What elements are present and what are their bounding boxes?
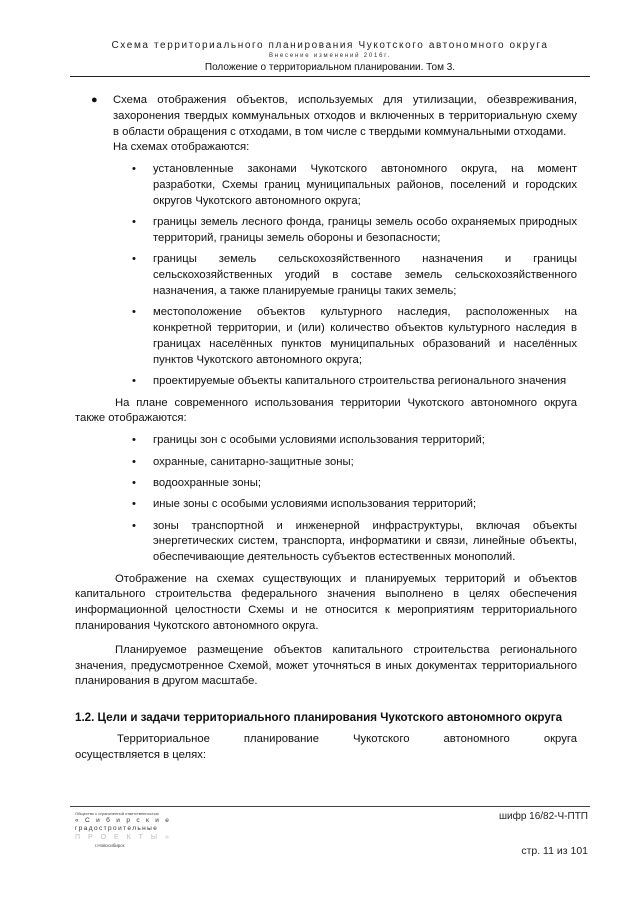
logo-caption: Общество с ограниченной ответственностью <box>75 811 159 816</box>
list-item-text: границы земель сельскохозяйственного назначения и границы сельскохозяйственных угодий в составе земель сельскохозяйственного назначения, а также планируемые границы таких земель; <box>153 253 577 297</box>
bullet-icon: • <box>132 498 136 511</box>
paragraph-regional-objects: Планируемое размещение объектов капитального строительства регионального значения, предусмотренное Схемой, может уточняться в иных документах территориального планирования в другом масштабе. <box>75 643 577 688</box>
document-cipher: шифр 16/82-Ч-ПТП <box>498 811 588 822</box>
bullet-icon: • <box>132 253 136 266</box>
page-header <box>70 40 590 74</box>
list-item-text: границы зон с особыми условиями использования территорий; <box>153 434 485 447</box>
paragraph-federal-objects: Отображение на схемах существующих и планируемых территорий и объектов капитального строительства федерального значения выполнено в целях обеспечения информационной целостности Схемы и не относится к мероприятиям территориального планирования Чукотского автономного округа. <box>75 572 577 633</box>
list-item <box>75 497 577 513</box>
header-title: Схема территориального планирования Чукотского автономного округа <box>111 40 549 51</box>
list-item <box>75 305 577 368</box>
bullet-main-text: Схема отображения объектов, используемых для утилизации, обезвреживания, захоронения твердых коммунальных отходов и включенных в территориальную схему в области обращения с отходами, в том числе с твердыми коммунальными отходами. <box>113 94 577 138</box>
plan-list <box>75 433 577 566</box>
list-item-text: зоны транспортной и инженерной инфраструктуры, включая объекты энергетических систем, транспорта, информатики и связи, линейные объекты, обеспечивающие деятельность субъектов естественных монополий. <box>153 519 577 564</box>
goals-line-continued: осуществляется в целях: <box>75 748 207 761</box>
section-heading: 1.2. Цели и задачи территориального планирования Чукотского автономного округа <box>75 711 563 725</box>
bullet-icon: • <box>132 434 136 447</box>
document-body <box>75 93 577 764</box>
company-logo <box>75 811 195 853</box>
header-volume: Положение о территориальном планировании. Том 3. <box>204 62 456 73</box>
list-item <box>75 215 577 247</box>
bullet-icon: • <box>132 163 136 176</box>
list-item <box>75 455 577 471</box>
bullet-icon: • <box>132 519 136 532</box>
list-item <box>75 374 577 390</box>
list-item <box>75 476 577 492</box>
bullet-icon: • <box>132 306 136 319</box>
schemes-list <box>75 162 577 390</box>
header-subtitle: Внесение изменений 2016г. <box>268 53 392 59</box>
list-item <box>75 433 577 449</box>
list-item <box>75 162 577 209</box>
logo-city: г.Новосибирск <box>95 843 125 848</box>
list-item-text: водоохранные зоны; <box>153 476 262 489</box>
bullet-icon: • <box>132 476 136 489</box>
bullet-icon: • <box>132 216 136 229</box>
list-item-text: установленные законами Чукотского автономного округа, на момент разработки, Схемы границ муниципальных районов, поселений и городских округов Чукотского автономного округа; <box>153 163 577 207</box>
plan-intro: На плане современного использования территории Чукотского автономного округа также отображаются: <box>75 396 577 425</box>
list-item-text: местоположение объектов культурного наследия, расположенных на конкретной территории, и (или) количество объектов культурного наследия в границах населённых пунктов муниципальных образований и населённых пунктов Чукотского автономного округа; <box>153 306 577 366</box>
list-item-text: проектируемые объекты капитального строительства регионального значения <box>153 375 567 388</box>
list-item <box>75 252 577 299</box>
bullet-icon: • <box>132 375 136 388</box>
logo-line: « С и б и р с к и е <box>75 817 172 824</box>
list-item <box>75 519 577 566</box>
header-rule <box>70 76 590 77</box>
list-item-text: охранные, санитарно-защитные зоны; <box>153 455 354 468</box>
footer-rule <box>70 806 590 807</box>
logo-line: градостроительные <box>75 825 159 832</box>
page-number: стр. 11 из 101 <box>521 845 588 857</box>
goals-line: Территориальное планирование Чукотского автономного округа <box>117 733 577 746</box>
schemes-intro: На схемах отображаются: <box>113 141 250 154</box>
bullet-icon: ● <box>91 94 98 106</box>
bullet-icon: • <box>132 455 136 468</box>
list-item-text: иные зоны с особыми условиями использования территорий; <box>153 498 477 511</box>
logo-line: П Р О Е К Т Ы » <box>75 834 172 841</box>
list-item <box>75 93 577 140</box>
list-item-text: границы земель лесного фонда, границы земель особо охраняемых природных территорий, границы земель обороны и безопасности; <box>153 216 577 244</box>
